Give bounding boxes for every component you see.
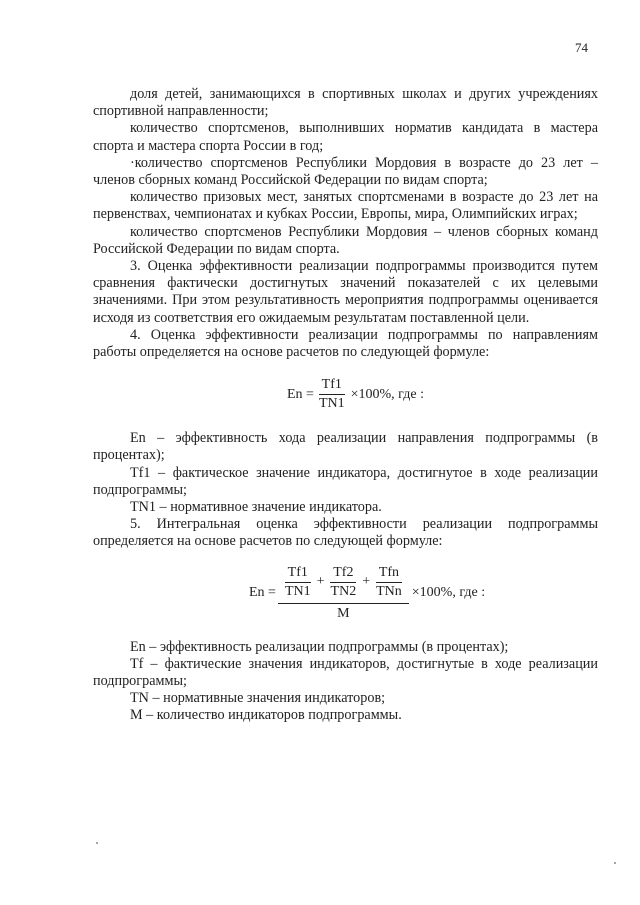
fraction-numerator: Tf1 <box>285 565 311 583</box>
fraction-term-2 <box>328 565 360 600</box>
scan-speck <box>96 842 98 844</box>
fraction <box>316 377 348 412</box>
paragraph: 4. Оценка эффективности реализации подпрограммы по направлениям работы определяется на основе расчетов по следующей формуле: <box>93 326 598 361</box>
paragraph: количество призовых мест, занятых спортсменами в возрасте до 23 лет на первенствах, чемпионатах и кубках России, Европы, мира, Олимпийских играх; <box>93 189 598 223</box>
fraction-term-1 <box>282 565 314 600</box>
compound-numerator <box>278 565 409 604</box>
formula-tail: ×100%, где : <box>350 386 424 402</box>
paragraph: TN1 – нормативное значение индикатора. <box>130 499 382 516</box>
page-number: 74 <box>575 40 588 55</box>
fraction-denominator: TN1 <box>284 583 311 599</box>
paragraph: 3. Оценка эффективности реализации подпрограммы производится путем сравнения фактически достигнутых значений показателей с их целевыми значениями. При этом результативность мероприятия подпрограммы оценивается исходя из соответствия его ожидаемым результатам поставленной цели. <box>93 258 598 326</box>
fraction-numerator: Tf1 <box>319 377 345 395</box>
fraction-denominator: TNn <box>376 583 402 599</box>
paragraph: M – количество индикаторов подпрограммы. <box>130 707 402 724</box>
plus-sign: + <box>316 574 325 590</box>
paragraph-group-criteria <box>93 86 598 361</box>
fraction-numerator: Tfn <box>376 565 402 583</box>
paragraph-group-legend-1 <box>93 430 598 550</box>
paragraph: количество спортсменов Республики Мордовия – членов сборных команд Российской Федерации по видам спорта. <box>93 223 598 257</box>
formula-tail: ×100%, где : <box>411 585 486 601</box>
plus-sign: + <box>362 574 371 590</box>
document-body <box>93 86 598 725</box>
fraction-denominator: TN1 <box>318 396 345 412</box>
fraction-numerator: Tf2 <box>330 565 356 583</box>
formula-lhs: En = <box>287 386 314 402</box>
paragraph: Tf1 – фактическое значение индикатора, достигнутое в ходе реализации подпрограммы; <box>93 464 598 498</box>
scan-speck <box>614 862 616 864</box>
compound-denominator: M <box>337 605 350 621</box>
paragraph: 5. Интегральная оценка эффективности реализации подпрограммы определяется на основе расчетов по следующей формуле: <box>93 516 598 550</box>
paragraph: количество спортсменов, выполнивших норматив кандидата в мастера спорта и мастера спорта России в год; <box>93 120 598 154</box>
paragraph: ·количество спортсменов Республики Мордовия в возрасте до 23 лет – членов сборных команд Российской Федерации по видам спорта; <box>93 154 598 189</box>
paragraph: TN – нормативные значения индикаторов; <box>130 690 386 707</box>
formula-integral-efficiency <box>249 565 598 622</box>
compound-fraction <box>278 565 409 622</box>
fraction-denominator: TN2 <box>330 583 357 599</box>
paragraph: доля детей, занимающихся в спортивных школах и других учреждениях спортивной направленности; <box>93 86 598 120</box>
paragraph: En – эффективность реализации подпрограммы (в процентах); <box>130 638 509 655</box>
formula-lhs: En = <box>249 585 276 601</box>
fraction-term-n <box>373 565 405 600</box>
paragraph: Tf – фактические значения индикаторов, достигнутые в ходе реализации подпрограммы; <box>93 655 598 690</box>
formula-direction-efficiency <box>287 377 598 412</box>
paragraph: En – эффективность хода реализации направления подпрограммы (в процентах); <box>93 430 598 464</box>
paragraph-group-legend-2 <box>93 639 598 725</box>
